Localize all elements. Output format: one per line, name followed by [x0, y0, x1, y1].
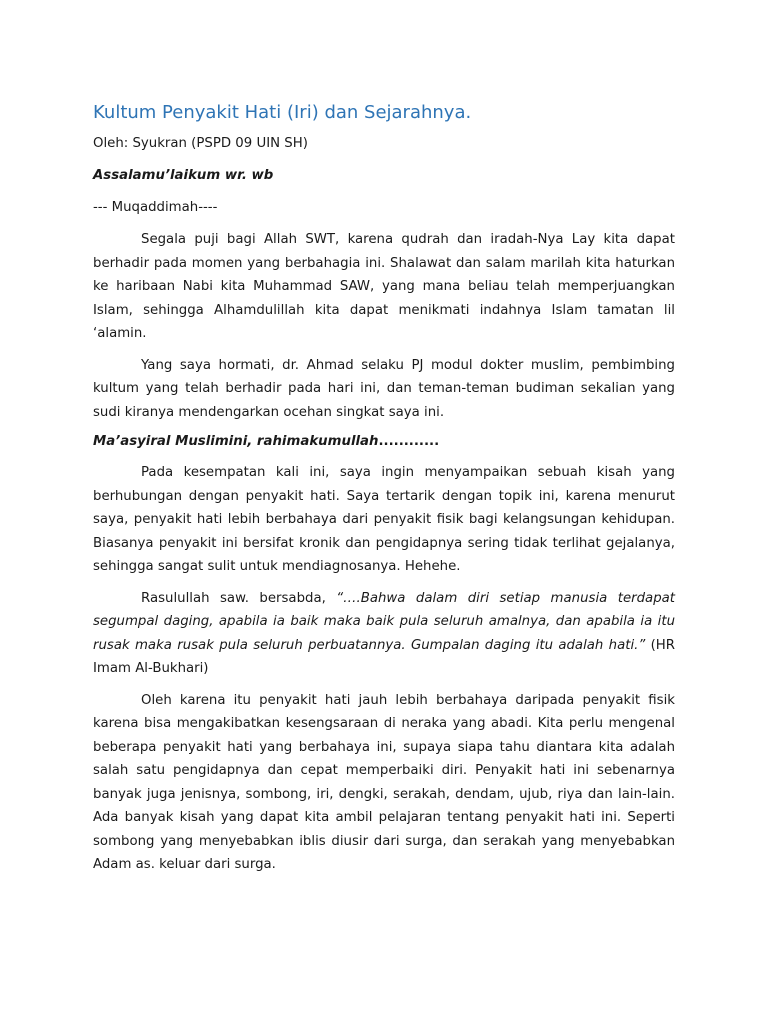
- hadith-intro: Rasulullah saw. bersabda,: [141, 590, 337, 606]
- greeting: Assalamu’laikum wr. wb: [93, 168, 274, 183]
- section-label-muqaddimah: --- Muqaddimah----: [93, 200, 218, 215]
- title-period: .: [465, 102, 472, 123]
- document-body: [93, 100, 675, 885]
- subheading-text: Ma’asyiral Muslimini, rahimakumullah: [93, 434, 379, 449]
- paragraph-hadith: [93, 587, 675, 681]
- author-line: Oleh: Syukran (PSPD 09 UIN SH): [93, 136, 308, 151]
- subheading-address: [93, 432, 675, 452]
- paragraph-heart-diseases: Oleh karena itu penyakit hati jauh lebih berbahaya daripada penyakit fisik karena bisa mengakibatkan kesengsaraan di neraka yang abadi. Kita perlu mengenal beberapa penyakit hati yang berbahaya ini, supaya siapa tahu diantara kita adalah salah satu pengidapnya dan cepat memperbaiki diri. Penyakit hati ini sebenarnya banyak juga jenisnya, sombong, iri, dengki, serakah, dendam, ujub, riya dan lain-lain. Ada banyak kisah yang dapat kita ambil pelajaran tentang penyakit hati ini. Seperti sombong yang menyebabkan iblis diusir dari surga, dan serakah yang menyebabkan Adam as. keluar dari surga.: [93, 692, 675, 872]
- document-title: [93, 100, 675, 126]
- paragraph-acknowledgement: Yang saya hormati, dr. Ahmad selaku PJ modul dokter muslim, pembimbing kultum yang telah berhadir pada hari ini, dan teman-teman budiman sekalian yang sudi kiranya mendengarkan ocehan singkat saya ini.: [93, 357, 675, 420]
- paragraph-topic-intro: Pada kesempatan kali ini, saya ingin menyampaikan sebuah kisah yang berhubungan dengan penyakit hati. Saya tertarik dengan topik ini, karena menurut saya, penyakit hati lebih berbahaya dari penyakit fisik bagi kelangsungan kehidupan. Biasanya penyakit ini bersifat kronik dan pengidapnya sering tidak terlihat gejalanya, sehingga sangat sulit untuk mendiagnosanya. Hehehe.: [93, 465, 675, 574]
- subheading-dots: ............: [378, 434, 440, 449]
- paragraph-opening-praise: Segala puji bagi Allah SWT, karena qudrah dan iradah-Nya Lay kita dapat berhadir pada momen yang berbahagia ini. Shalawat dan salam marilah kita haturkan ke haribaan Nabi kita Muhammad SAW, yang mana beliau telah memperjuangkan Islam, sehingga Alhamdulillah kita dapat menikmati indahnya Islam tamatan lil ‘alamin.: [93, 232, 675, 341]
- hadith-source: (HR Imam Al-Bukhari): [93, 637, 675, 676]
- hadith-quote: “….Bahwa dalam diri setiap manusia terdapat segumpal daging, apabila ia baik maka baik pula seluruh amalnya, dan apabila ia itu rusak maka rusak pula seluruh perbuatannya. Gumpalan daging itu adalah hati.”: [93, 590, 675, 653]
- title-text: Kultum Penyakit Hati (Iri) dan Sejarahnya: [93, 102, 466, 123]
